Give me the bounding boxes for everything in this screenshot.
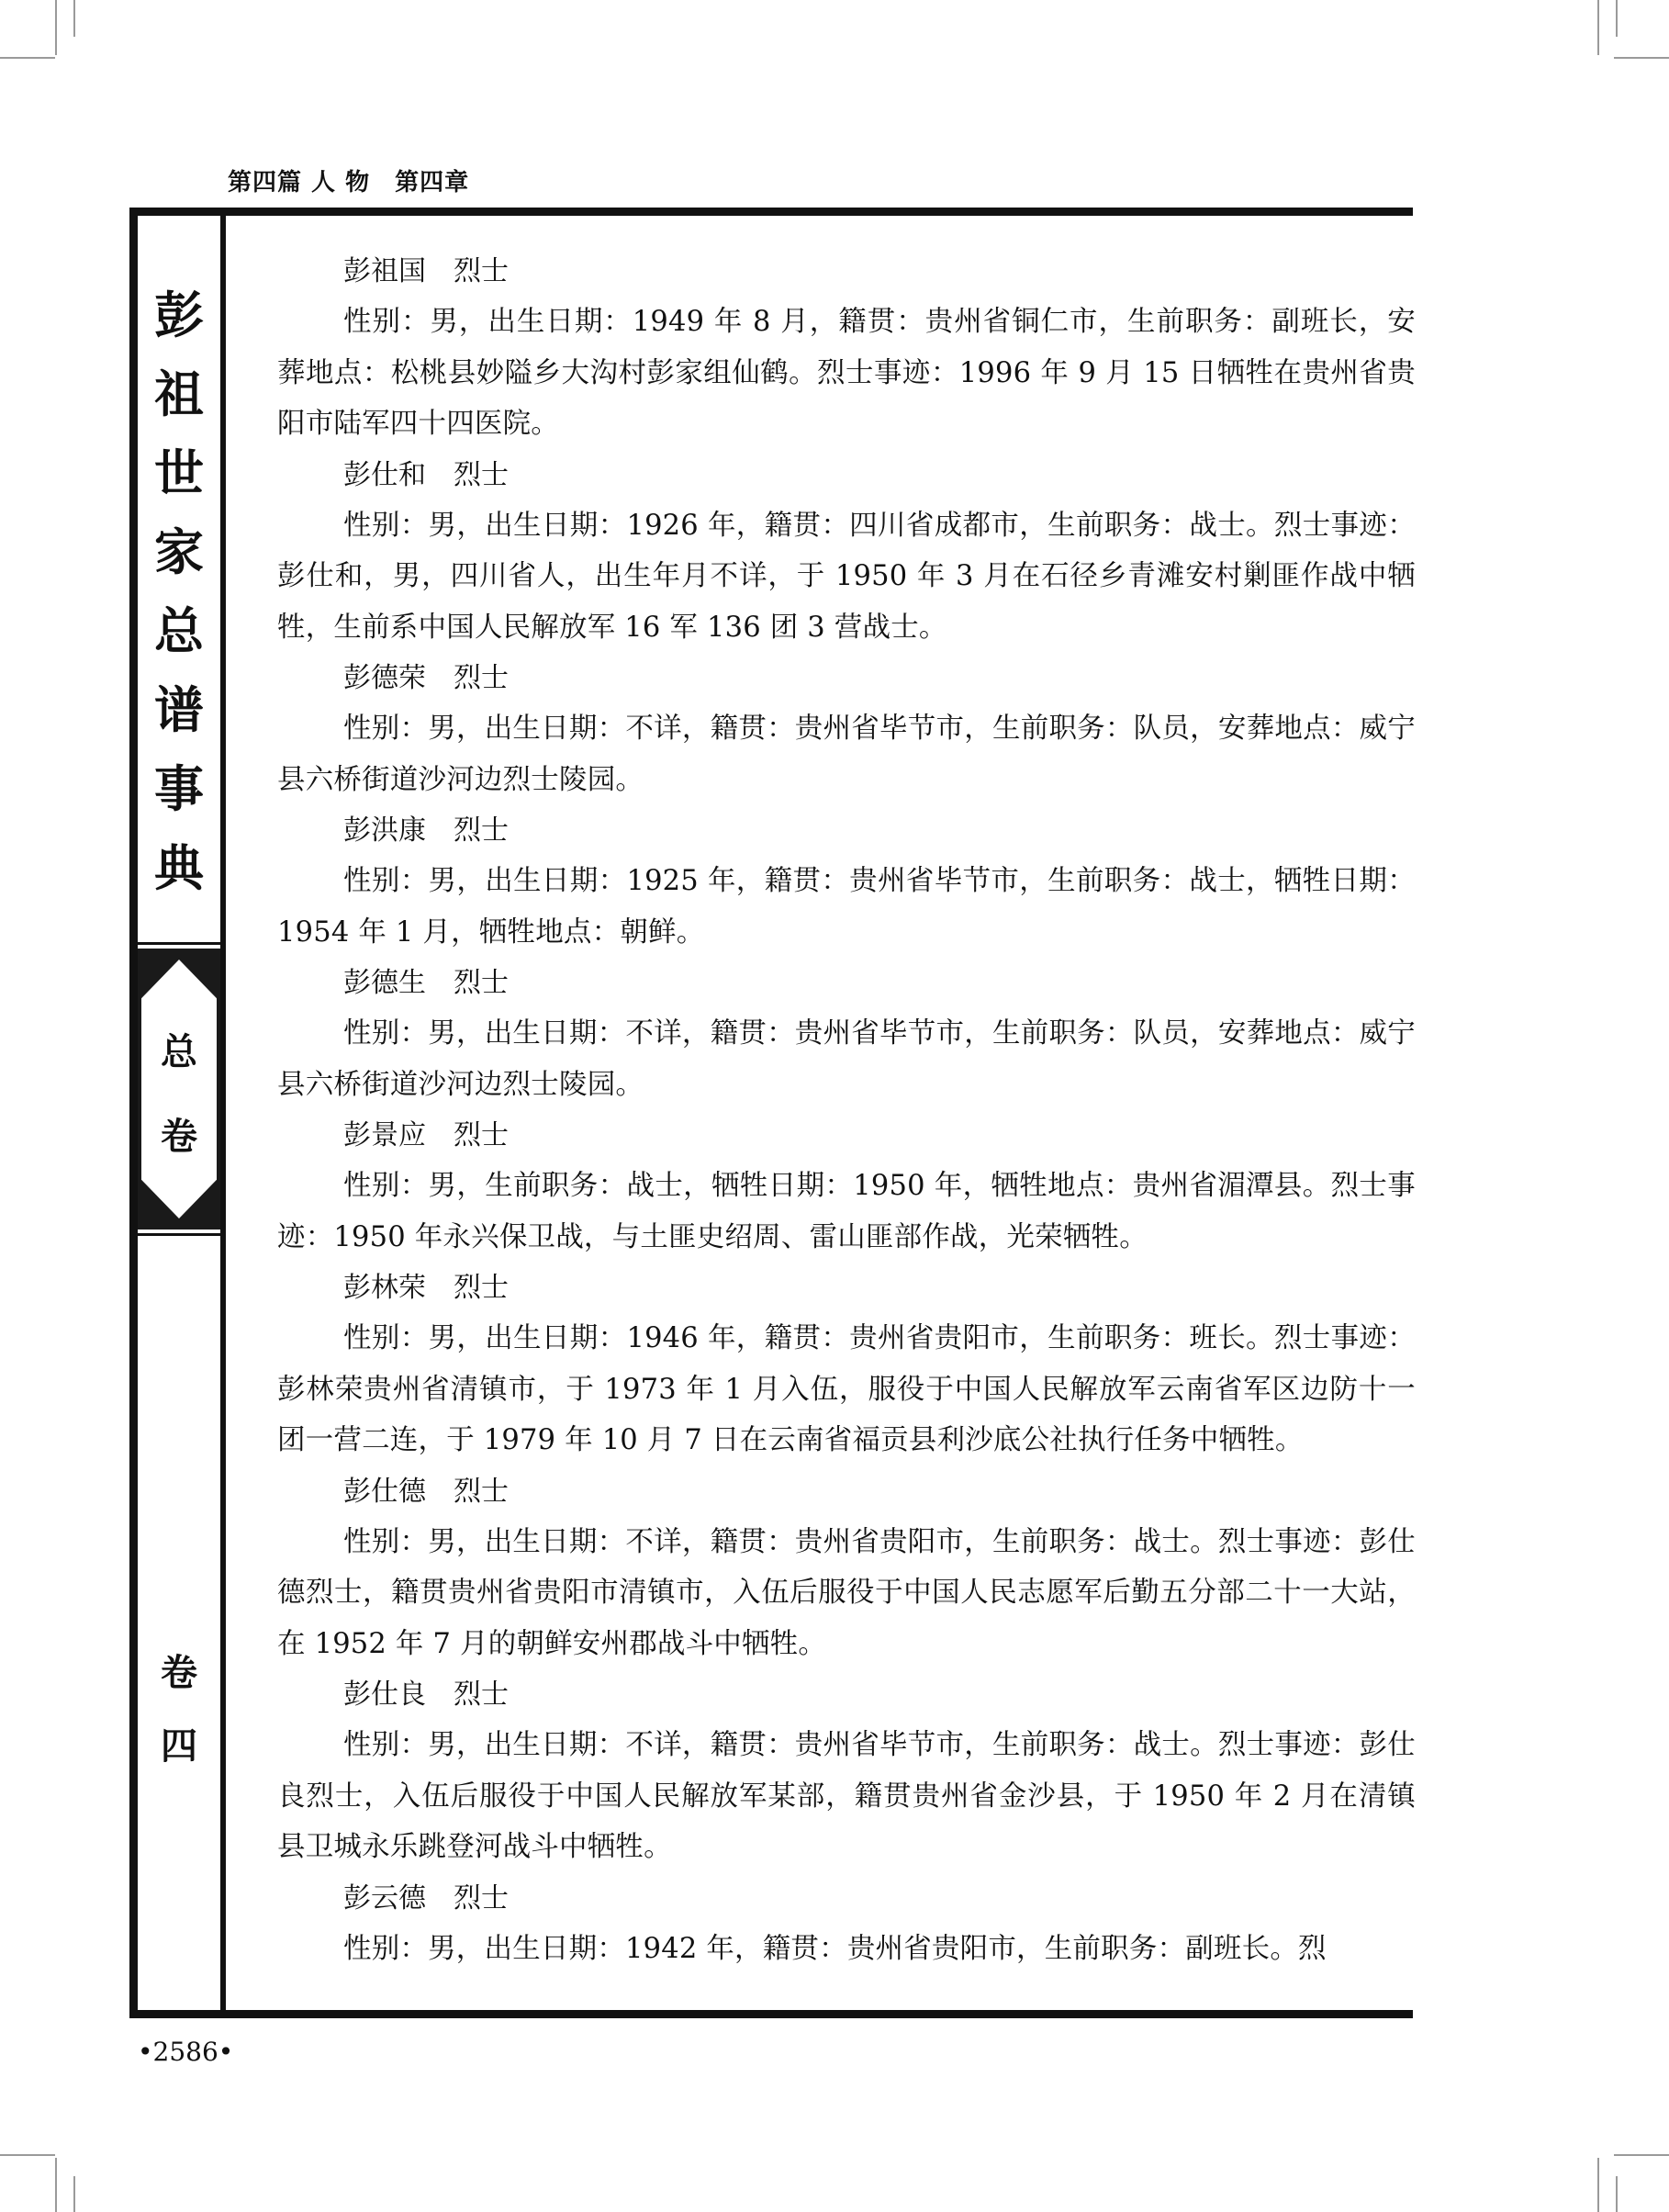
entry-name: 彭仕良 <box>343 1679 426 1711</box>
entry-body: 性别：男，出生日期：1949 年 8 月，籍贯：贵州省铜仁市，生前职务：副班长，安葬地点：松桃县妙隘乡大沟村彭家组仙鹤。烈士事迹：1996 年 9 月 15 日牺牲在贵州省贵阳市陆军四十四医院。 <box>277 306 1416 440</box>
entry-title: 烈士 <box>454 255 509 287</box>
entry-name: 彭林荣 <box>343 1272 426 1304</box>
entry-name: 彭云德 <box>343 1881 426 1914</box>
frame-top-rule <box>129 208 1413 216</box>
entry-body: 性别：男，出生日期：1925 年，籍贯：贵州省毕节市，生前职务：战士，牺牲日期：1954 年 1 月，牺牲地点：朝鲜。 <box>277 865 1416 949</box>
entry-title: 烈士 <box>454 967 509 999</box>
entry-body: 性别：男，出生日期：1926 年，籍贯：四川省成都市，生前职务：战士。烈士事迹：彭仕和，男，四川省人，出生年月不详，于 1950 年 3 月在石径乡青滩安村剿匪作战中牺牲，生前系中国人民解放军 16 军 136 团 3 营战士。 <box>277 509 1416 644</box>
running-head: 第四篇 人 物 第四章 <box>228 169 470 196</box>
frame-bottom-rule <box>129 2010 1413 2018</box>
entry-body: 性别：男，出生日期：不详，籍贯：贵州省毕节市，生前职务：战士。烈士事迹：彭仕良烈士，入伍后服役于中国人民解放军某部，籍贯贵州省金沙县，于 1950 年 2 月在清镇县卫城永乐跳登河战斗中牺牲。 <box>277 1729 1416 1863</box>
entry-body: 性别：男，出生日期：不详，籍贯：贵州省毕节市，生前职务：队员，安葬地点：威宁县六桥街道沙河边烈士陵园。 <box>277 713 1416 796</box>
entry-body: 性别：男，生前职务：战士，牺牲日期：1950 年，牺牲地点：贵州省湄潭县。烈士事迹：1950 年永兴保卫战，与土匪史绍周、雷山匪部作战，光荣牺牲。 <box>277 1170 1416 1253</box>
volume-divider <box>138 942 220 945</box>
entry-heading <box>277 246 1416 297</box>
entry-heading <box>277 958 1416 1008</box>
crop-mark <box>55 2158 57 2212</box>
book-title <box>138 275 220 907</box>
entry-heading <box>277 450 1416 500</box>
book-title-char: 谱 <box>154 680 204 739</box>
book-title-char: 典 <box>154 838 204 897</box>
entry-title: 烈士 <box>454 662 509 694</box>
entry-title: 烈士 <box>454 1881 509 1914</box>
entry-name: 彭洪康 <box>343 814 426 847</box>
crop-mark <box>1597 0 1599 55</box>
book-title-char: 总 <box>154 601 204 660</box>
book-title-char: 家 <box>154 522 204 581</box>
entry-heading <box>277 1110 1416 1161</box>
crop-mark <box>0 2154 55 2156</box>
entry-name: 彭祖国 <box>343 255 426 287</box>
entry-body: 性别：男，出生日期：1946 年，籍贯：贵州省贵阳市，生前职务：班长。烈士事迹：彭林荣贵州省清镇市，于 1973 年 1 月入伍，服役于中国人民解放军云南省军区边防十一团一营二连，于 1979 年 10 月 7 日在云南省福贡县利沙底公社执行任务中牺牲。 <box>277 1322 1416 1456</box>
crop-mark <box>1597 2158 1599 2212</box>
entry-name: 彭仕德 <box>343 1475 426 1508</box>
crop-mark <box>55 0 57 55</box>
entry-heading <box>277 1873 1416 1924</box>
entry-name: 彭景应 <box>343 1119 426 1151</box>
chapter-char: 卷 <box>161 1652 197 1694</box>
chapter-label <box>138 1636 220 1783</box>
frame-left-rule <box>129 208 138 2018</box>
entry-title: 烈士 <box>454 1272 509 1304</box>
entry-heading <box>277 653 1416 703</box>
entry-heading <box>277 1466 1416 1517</box>
volume-label <box>138 1010 220 1179</box>
crop-mark <box>0 57 55 59</box>
entry-title: 烈士 <box>454 814 509 847</box>
entry-title: 烈士 <box>454 1119 509 1151</box>
entry-title: 烈士 <box>454 1679 509 1711</box>
crop-mark <box>1614 2154 1669 2156</box>
book-title-char: 事 <box>154 759 204 818</box>
frame-inner-rule <box>220 208 226 2018</box>
entry-heading <box>277 1263 1416 1313</box>
crop-mark <box>1614 57 1669 59</box>
volume-char: 卷 <box>161 1116 197 1158</box>
entry-name: 彭德生 <box>343 967 426 999</box>
entry-heading <box>277 805 1416 856</box>
crop-mark <box>73 0 75 37</box>
crop-mark <box>73 2176 75 2212</box>
entry-name: 彭德荣 <box>343 662 426 694</box>
entry-body: 性别：男，出生日期：不详，籍贯：贵州省毕节市，生前职务：队员，安葬地点：威宁县六桥街道沙河边烈士陵园。 <box>277 1017 1416 1101</box>
book-title-char: 世 <box>154 444 204 502</box>
crop-mark <box>1616 2176 1618 2212</box>
page-number: •2586• <box>138 2037 234 2067</box>
entry-title: 烈士 <box>454 1475 509 1508</box>
entry-body: 性别：男，出生日期：不详，籍贯：贵州省贵阳市，生前职务：战士。烈士事迹：彭仕德烈士，籍贯贵州省贵阳市清镇市，入伍后服役于中国人民志愿军后勤五分部二十一大站，在 1952 年 7 月的朝鲜安州郡战斗中牺牲。 <box>277 1525 1416 1660</box>
book-title-char: 祖 <box>154 365 204 423</box>
volume-char: 总 <box>161 1031 197 1073</box>
entry-body: 性别：男，出生日期：1942 年，籍贯：贵州省贵阳市，生前职务：副班长。烈 <box>343 1932 1327 1965</box>
entry-name: 彭仕和 <box>343 458 426 491</box>
entry-heading <box>277 1669 1416 1720</box>
volume-divider <box>138 1233 220 1236</box>
book-title-char: 彭 <box>154 286 204 344</box>
chapter-char: 四 <box>161 1725 197 1768</box>
main-text <box>277 246 1416 1974</box>
crop-mark <box>1616 0 1618 37</box>
entry-title: 烈士 <box>454 458 509 491</box>
